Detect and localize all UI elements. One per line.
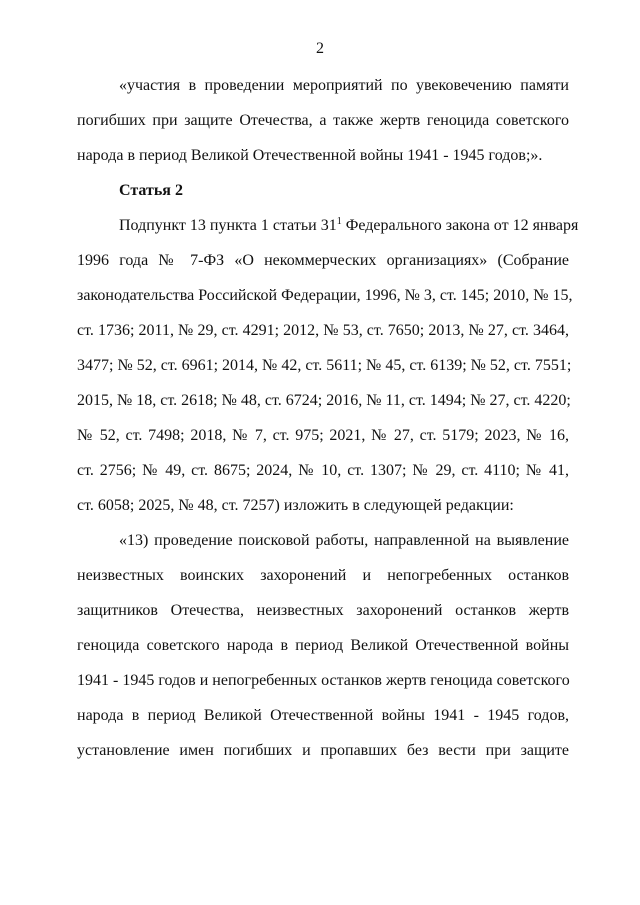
text-line: народа в период Великой Отечественной войны 1941 - 1945 годов, <box>77 707 569 724</box>
paragraph-1 <box>77 68 569 173</box>
text-line: защитников Отечества, неизвестных захоронений останков жертв <box>77 602 569 619</box>
text-line: геноцида советского народа в период Великой Отечественной войны <box>77 637 569 654</box>
text-line: 1941 - 1945 годов и непогребенных останков жертв геноцида советского <box>77 672 570 689</box>
text-line: установление имен погибших и пропавших без вести при защите <box>77 742 569 759</box>
text-line: ст. 2756; № 49, ст. 8675; 2024, № 10, ст. 1307; № 29, ст. 4110; № 41, <box>77 462 569 479</box>
text-line: неизвестных воинских захоронений и непогребенных останков <box>77 567 569 584</box>
text-segment: Федерального закона от 12 января <box>341 217 579 234</box>
superscript: 1 <box>336 216 342 227</box>
text-line: № 52, ст. 7498; 2018, № 7, ст. 975; 2021, № 27, ст. 5179; 2023, № 16, <box>77 427 569 444</box>
text-line: «участия в проведении мероприятий по увековечению памяти <box>119 77 569 94</box>
paragraph-2 <box>77 208 579 523</box>
text-line: 1996 года № 7-ФЗ «О некоммерческих организациях» (Собрание <box>77 252 569 269</box>
page-number: 2 <box>316 40 324 57</box>
paragraph-3 <box>77 523 569 768</box>
text-line <box>77 208 579 243</box>
text-line: «13) проведение поисковой работы, направленной на выявление <box>119 532 569 549</box>
text-segment: Подпункт 13 пункта 1 статьи 31 <box>119 217 337 234</box>
text-line: народа в период Великой Отечественной войны 1941 - 1945 годов;». <box>77 147 543 164</box>
article-heading: Статья 2 <box>119 182 183 199</box>
text-line: погибших при защите Отечества, а также жертв геноцида советского <box>77 112 569 129</box>
text-line: 3477; № 52, ст. 6961; 2014, № 42, ст. 5611; № 45, ст. 6139; № 52, ст. 7551; <box>77 357 572 374</box>
text-line: законодательства Российской Федерации, 1996, № 3, ст. 145; 2010, № 15, <box>77 287 573 304</box>
text-line: ст. 1736; 2011, № 29, ст. 4291; 2012, № 53, ст. 7650; 2013, № 27, ст. 3464, <box>77 322 569 339</box>
text-line: 2015, № 18, ст. 2618; № 48, ст. 6724; 2016, № 11, ст. 1494; № 27, ст. 4220; <box>77 392 571 409</box>
text-line: ст. 6058; 2025, № 48, ст. 7257) изложить в следующей редакции: <box>77 497 514 514</box>
document-body <box>77 68 579 768</box>
